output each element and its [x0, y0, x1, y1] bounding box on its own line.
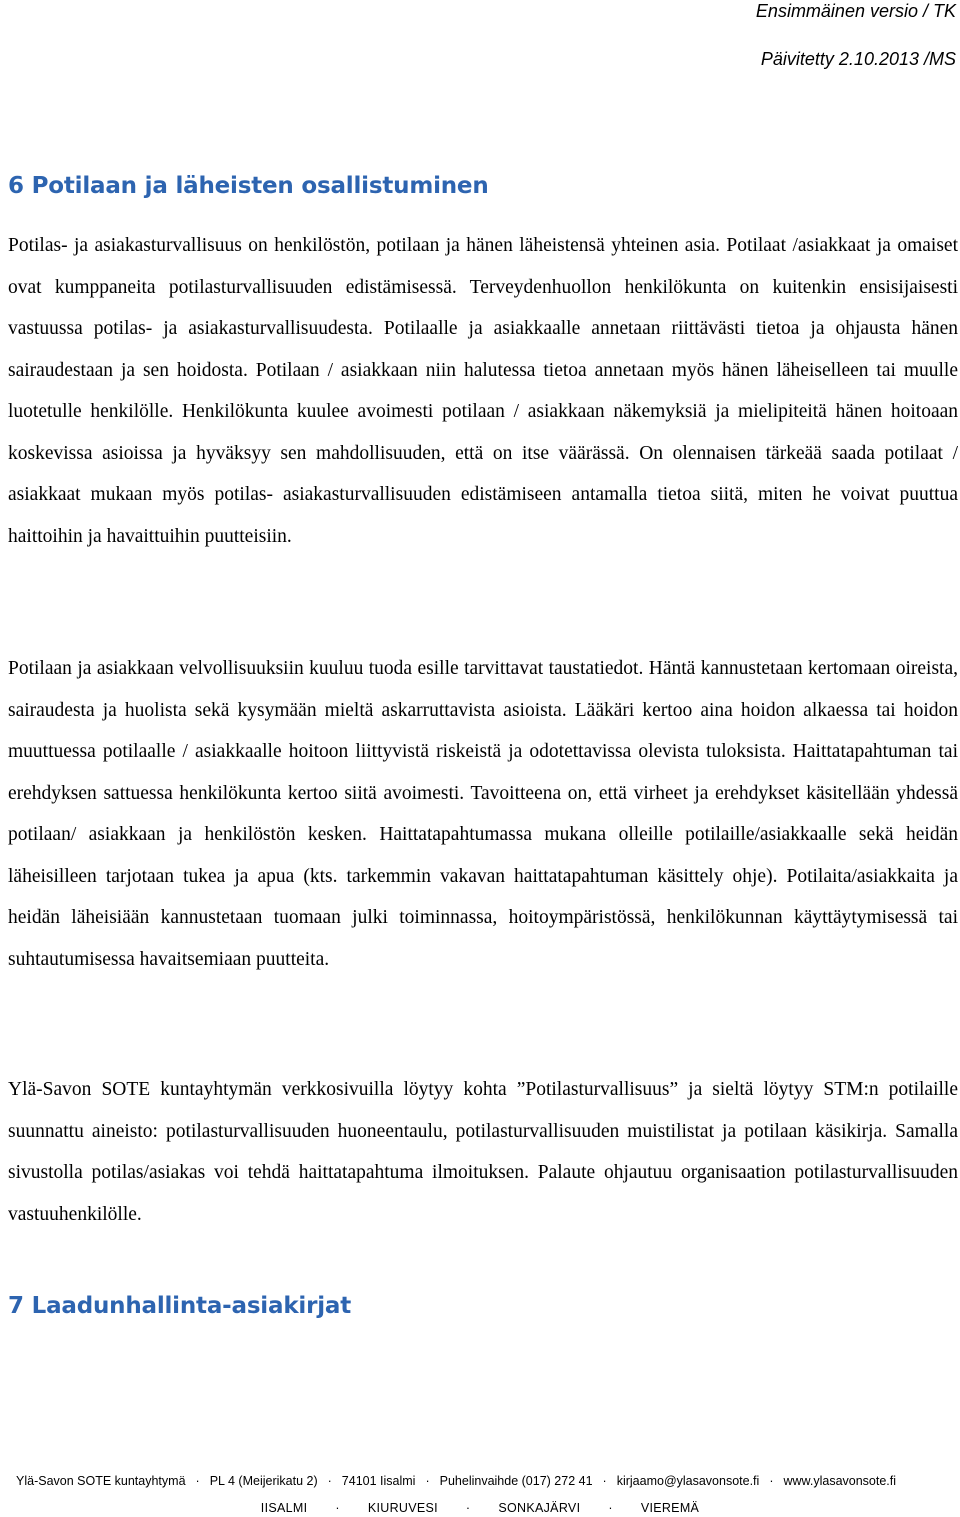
footer-separator: · — [602, 1474, 607, 1488]
footer-separator: · — [769, 1474, 774, 1488]
footer-towns-line — [0, 1500, 960, 1516]
document-updated-date: Päivitetty 2.10.2013 /MS — [760, 49, 956, 69]
body-paragraph: Potilaan ja asiakkaan velvollisuuksiin kuuluu tuoda esille tarvittavat taustatiedot. Häntä kannustetaan kertomaan oireista, sairaudesta ja huolista sekä kysymään mieltä askarruttavista asioista. Lääkäri kertoo aina hoidon alkaessa tai hoidon muuttuessa potilaalle / asiakkaalle hoitoon liittyvistä riskeistä ja odotettavissa olevista tuloksista. Haittatapahtuman tai erehdyksen sattuessa henkilökunta kertoo siitä avoimesti. Tavoitteena on, että virheet ja erehdykset käsitellään yhdessä potilaan/ asiakkaan ja henkilöstön kesken. Haittatapahtumassa mukana olleille potilaille/asiakkaalle sekä heidän läheisilleen tarjotaan tukea ja apua (kts. tarkemmin vakavan haittatapahtuman käsittely ohje). Potilaita/asiakkaita ja heidän läheisiään kannustetaan tuomaan julki toiminnassa, hoitoympäristössä, henkilökunnan käyttäytymisessä tai suhtautumisessa havaitsemiaan puutteita. — [8, 658, 958, 970]
body-paragraph: Ylä-Savon SOTE kuntayhtymän verkkosivuilla löytyy kohta ”Potilasturvallisuus” ja sieltä löytyy STM:n potilaille suunnattu aineisto: potilasturvallisuuden huoneentaulu, potilasturvallisuuden muistilistat ja potilaan käsikirja. Samalla sivustolla potilas/asiakas voi tehdä haittatapahtuma ilmoituksen. Palaute ohjautuu organisaation potilasturvallisuuden vastuuhenkilölle. — [8, 1079, 958, 1225]
footer-separator: · — [195, 1474, 200, 1488]
section-heading: 6 Potilaan ja läheisten osallistuminen — [8, 173, 489, 199]
footer-organization: Ylä-Savon SOTE kuntayhtymä — [16, 1474, 186, 1488]
footer-separator: · — [608, 1501, 613, 1515]
footer-separator: · — [425, 1474, 430, 1488]
footer-phone: Puhelinvaihde (017) 272 41 — [439, 1474, 593, 1488]
footer-separator: · — [335, 1501, 340, 1515]
footer-contact-line — [16, 1473, 960, 1489]
footer-address: PL 4 (Meijerikatu 2) — [209, 1474, 318, 1488]
footer-town: IISALMI — [260, 1501, 308, 1515]
footer-website: www.ylasavonsote.fi — [783, 1474, 897, 1488]
footer-separator: · — [327, 1474, 332, 1488]
body-paragraph: Potilas- ja asiakasturvallisuus on henkilöstön, potilaan ja hänen läheistensä yhteinen asia. Potilaat /asiakkaat ja omaiset ovat kumppaneita potilasturvallisuuden edistämisessä. Terveydenhuollon henkilökunta on kuitenkin ensisijaisesti vastuussa potilas- ja asiakasturvallisuudesta. Potilaalle ja asiakkaalle annetaan riittävästi tietoa ja ohjausta hänen sairaudestaan ja sen hoidosta. Potilaan / asiakkaan niin halutessa tietoa annetaan myös hänen läheiselleen tai muulle luotetulle henkilölle. Henkilökunta kuulee avoimesti potilaan / asiakkaan näkemyksiä ja mielipiteitä hänen hoitoaan koskevissa asioissa ja hyväksyy sen mahdollisuuden, että on itse väärässä. On olennaisen tärkeää saada potilaat / asiakkaat mukaan myös potilas- asiakasturvallisuuden edistämiseen antamalla tietoa siitä, miten he voivat puuttua haittoihin ja havaittuihin puutteisiin. — [8, 235, 958, 547]
footer-separator: · — [465, 1501, 471, 1515]
document-version: Ensimmäinen versio / TK — [755, 1, 956, 21]
footer-town: SONKAJÄRVI — [498, 1501, 581, 1515]
footer-town: VIEREMÄ — [640, 1501, 700, 1515]
section-heading: 7 Laadunhallinta-asiakirjat — [8, 1293, 352, 1319]
footer-postcode: 74101 Iisalmi — [341, 1474, 416, 1488]
footer-town: KIURUVESI — [367, 1501, 438, 1515]
footer-email: kirjaamo@ylasavonsote.fi — [616, 1474, 760, 1488]
